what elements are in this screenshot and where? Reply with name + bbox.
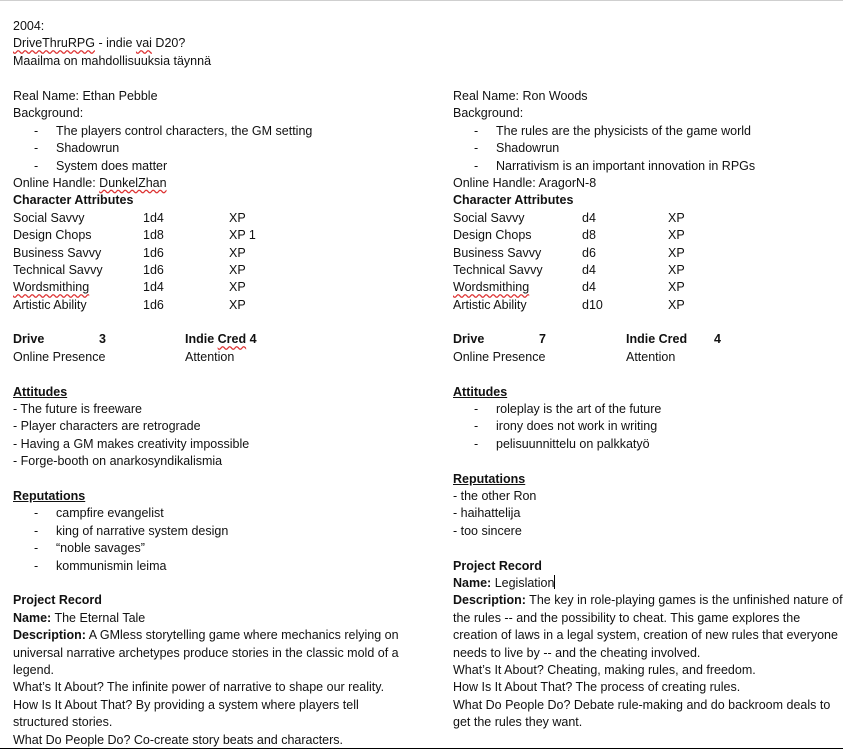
- project-how: How Is It About That? By providing a system where players tell structured stories.: [13, 697, 359, 730]
- subtitle-line: Maailma on mahdollisuuksia täynnä: [13, 53, 212, 68]
- attitude-item: - pelisuunnittelu on palkkatyö: [453, 436, 843, 453]
- background-item: - System does matter: [13, 158, 405, 175]
- online-handle: Online Handle: AragorN-8: [453, 175, 597, 190]
- indie-cred: Indie Cred 4: [626, 332, 721, 347]
- reputation-item: - king of narrative system design: [13, 523, 405, 540]
- attitude-item: - Forge-booth on anarkosyndikalismia: [13, 454, 223, 469]
- attribute-row: Social Savvy d4 XP: [453, 210, 685, 225]
- background-item: - Narrativism is an important innovation in RPGs: [453, 158, 843, 175]
- drive-row: Drive 7 Indie Cred 4: [453, 331, 843, 348]
- spell-flag-drivethrurpg: DriveThruRPG: [13, 36, 95, 51]
- attributes-title: Character Attributes: [13, 193, 134, 208]
- reputation-item: - the other Ron: [453, 488, 537, 503]
- project-about: What’s It About? Cheating, making rules, and freedom.: [453, 662, 756, 677]
- background-item: - Shadowrun: [13, 140, 405, 157]
- background-item: - Shadowrun: [453, 140, 843, 157]
- attitudes-title: Attitudes: [13, 384, 68, 399]
- online-handle: Online Handle: DunkelZhan: [13, 175, 167, 190]
- background-item: - The rules are the physicists of the game world: [453, 123, 843, 140]
- project-title: Project Record: [453, 558, 542, 573]
- drive-row: Drive 3 Indie Cred 4: [13, 331, 405, 348]
- presence-row: Online Presence Attention: [453, 349, 676, 364]
- reputations-title: Reputations: [453, 471, 526, 486]
- attribute-row: Business Savvy d6 XP: [453, 245, 685, 260]
- reputation-item: - “noble savages”: [13, 540, 405, 557]
- character-sheet-left: [13, 88, 405, 749]
- year-heading: 2004:: [13, 19, 45, 33]
- attribute-row: Technical Savvy d4 XP: [453, 262, 685, 277]
- real-name: Real Name: Ethan Pebble: [13, 89, 158, 103]
- project-about: What’s It About? The infinite power of narrative to shape our reality.: [13, 680, 385, 695]
- reputation-item: - kommunismin leima: [13, 558, 405, 575]
- attribute-row: Technical Savvy 1d6 XP: [13, 262, 246, 277]
- attribute-row: Design Chops d8 XP: [453, 228, 685, 243]
- project-description: Description: The key in role-playing games is the unfinished nature of the rules -- and the possibility to cheat. This game explores the creation of laws in a legal system, creation of new rules that everyone needs to live by -- and the cheating involved.: [453, 593, 843, 660]
- attribute-row: Wordsmithing d4 XP: [453, 280, 685, 295]
- character-sheet-right: [453, 88, 843, 732]
- indie-cred: Indie Cred 4: [185, 332, 257, 347]
- attitude-item: - roleplay is the art of the future: [453, 401, 843, 418]
- text-cursor: [554, 575, 555, 589]
- background-label: Background:: [13, 106, 84, 121]
- reputation-item: - campfire evangelist: [13, 505, 405, 522]
- handle-value: DunkelZhan: [99, 175, 167, 190]
- attribute-row: Design Chops 1d8 XP 1: [13, 228, 256, 243]
- attributes-title: Character Attributes: [453, 193, 574, 208]
- spell-flag-vai: vai: [135, 36, 152, 51]
- background-label: Background:: [453, 106, 524, 121]
- drive-value: 3: [99, 332, 106, 347]
- document-header: [13, 18, 413, 70]
- attitude-item: - Having a GM makes creativity impossible: [13, 436, 250, 451]
- reputation-item: - too sincere: [453, 523, 522, 538]
- presence-row: Online Presence Attention: [13, 349, 235, 364]
- attribute-row: Social Savvy 1d4 XP: [13, 210, 246, 225]
- attitude-item: - The future is freeware: [13, 402, 142, 417]
- reputation-item: - haihattelija: [453, 506, 521, 521]
- background-item: - The players control characters, the GM setting: [13, 123, 405, 140]
- attitude-item: - Player characters are retrograde: [13, 419, 201, 434]
- page-bottom-border: [0, 748, 843, 749]
- attribute-row: Business Savvy 1d6 XP: [13, 245, 246, 260]
- project-name: Name: The Eternal Tale: [13, 610, 146, 625]
- handle-value: AragorN-8: [538, 175, 597, 190]
- project-do: What Do People Do? Debate rule-making and do backroom deals to get the rules they want.: [453, 697, 831, 730]
- intro-line: DriveThruRPG - indie vai D20?: [13, 36, 186, 51]
- drive-value: 7: [539, 332, 546, 347]
- project-do: What Do People Do? Co-create story beats and characters.: [13, 732, 344, 747]
- project-title: Project Record: [13, 593, 102, 608]
- attribute-row: Artistic Ability 1d6 XP: [13, 297, 246, 312]
- project-name: Name: Legislation: [453, 575, 555, 590]
- attitude-item: - irony does not work in writing: [453, 418, 843, 435]
- project-how: How Is It About That? The process of creating rules.: [453, 680, 741, 695]
- page-top-border: [0, 0, 843, 1]
- project-description: Description: A GMless storytelling game where mechanics relying on universal narrative archetypes produce stories in the classic mold of a legend.: [13, 628, 399, 677]
- real-name: Real Name: Ron Woods: [453, 89, 588, 103]
- reputations-title: Reputations: [13, 488, 86, 503]
- attitudes-title: Attitudes: [453, 384, 508, 399]
- attribute-row: Wordsmithing 1d4 XP: [13, 280, 246, 295]
- attribute-row: Artistic Ability d10 XP: [453, 297, 685, 312]
